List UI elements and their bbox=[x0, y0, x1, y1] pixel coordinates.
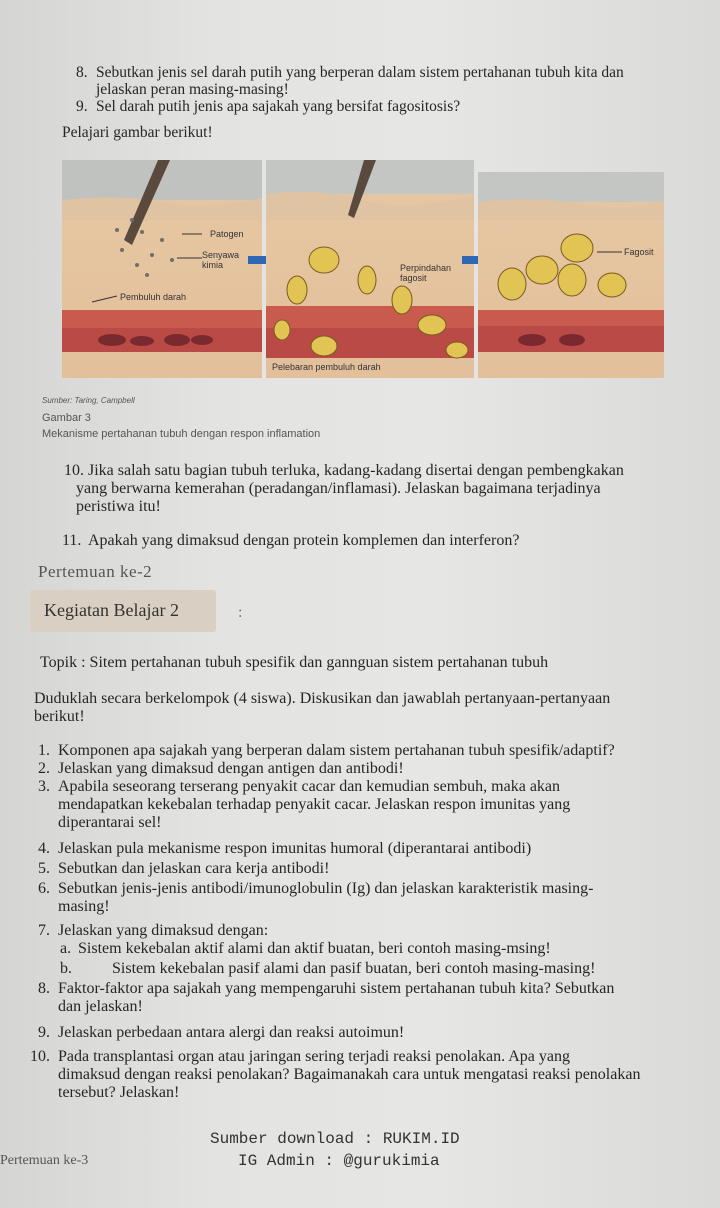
topic-line: Topik : Sitem pertahanan tubuh spesifik dan gannguan sistem pertahanan tubuh bbox=[40, 654, 549, 671]
list-item-text: Pada transplantasi organ atau jaringan sering terjadi reaksi penolakan. Apa yang bbox=[58, 1048, 570, 1065]
question-10-line2: yang berwarna kemerahan (peradangan/inflamasi). Jelaskan bagaimana terjadinya bbox=[76, 480, 601, 497]
figure-caption: Mekanisme pertahanan tubuh dengan respon inflamation bbox=[42, 428, 321, 440]
list-item-number: 2. bbox=[38, 760, 50, 777]
list-item-text: Jelaskan perbedaan antara alergi dan reaksi autoimun! bbox=[58, 1024, 405, 1041]
list-item-text: Faktor-faktor apa sajakah yang mempengaruhi sistem pertahanan tubuh kita? Sebutkan bbox=[58, 980, 615, 997]
question-8-number: 8. bbox=[76, 64, 88, 81]
question-11-text: Apakah yang dimaksud dengan protein komplemen dan interferon? bbox=[88, 532, 520, 549]
footer-source: Sumber download : RUKIM.ID bbox=[210, 1130, 460, 1148]
list-item-text: dan jelaskan! bbox=[58, 998, 143, 1015]
list-item-text: Apabila seseorang terserang penyakit cacar dan kemudian sembuh, maka akan bbox=[58, 778, 561, 795]
list-item-number: 8. bbox=[38, 980, 50, 997]
list-item-text: dimaksud dengan reaksi penolakan? Bagaimanakah cara untuk mengatasi reaksi penolakan bbox=[58, 1066, 641, 1083]
list-item-text: Sebutkan jenis-jenis antibodi/imunoglobulin (Ig) dan jelaskan karakteristik masing- bbox=[58, 880, 594, 897]
figure-source: Sumber: Taring, Campbell bbox=[42, 396, 135, 405]
kegiatan-belajar-box bbox=[30, 590, 216, 632]
footer-ig: IG Admin : @gurukimia bbox=[238, 1152, 440, 1170]
list-item-text: Jelaskan pula mekanisme respon imunitas humoral (diperantarai antibodi) bbox=[58, 840, 532, 857]
inflammation-figure bbox=[62, 160, 664, 378]
list-item-text: diperantarai sel! bbox=[58, 814, 162, 831]
question-10-number: 10. bbox=[64, 462, 84, 479]
list-subitem-letter: a. bbox=[60, 940, 72, 957]
list-item-text: Jelaskan yang dimaksud dengan: bbox=[58, 922, 269, 939]
figure-number: Gambar 3 bbox=[42, 412, 91, 424]
study-prompt: Pelajari gambar berikut! bbox=[62, 124, 213, 141]
list-item-number: 9. bbox=[38, 1024, 50, 1041]
label-fagosit-move: fagosit bbox=[400, 273, 427, 283]
list-item-number: 1. bbox=[38, 742, 50, 759]
list-item-number: 6. bbox=[38, 880, 50, 897]
question-11-number: 11. bbox=[62, 532, 82, 549]
list-item-number: 5. bbox=[38, 860, 50, 877]
list-item-text: Komponen apa sajakah yang berperan dalam sistem pertahanan tubuh spesifik/adaptif? bbox=[58, 742, 615, 759]
label-perpindahan: Perpindahan bbox=[400, 263, 452, 273]
panel-3 bbox=[478, 172, 664, 378]
list-item-number: 10. bbox=[30, 1048, 50, 1065]
list-item-text: tersebut? Jelaskan! bbox=[58, 1084, 180, 1101]
list-item-text: mendapatkan kekebalan terhadap penyakit cacar. Jelaskan respon imunitas yang bbox=[58, 796, 571, 813]
intro-line-2: berikut! bbox=[34, 708, 85, 725]
list-subitem-letter: b. bbox=[60, 960, 72, 977]
panel-1 bbox=[62, 160, 262, 378]
intro-line-1: Duduklah secara berkelompok (4 siswa). Diskusikan dan jawablah pertanyaan-pertanyaan bbox=[34, 690, 611, 707]
label-senyawa: Senyawa bbox=[202, 250, 240, 260]
stray-colon: : bbox=[238, 604, 243, 621]
list-item-number: 4. bbox=[38, 840, 50, 857]
question-10-line3: peristiwa itu! bbox=[76, 498, 161, 515]
kegiatan-belajar-title: Kegiatan Belajar 2 bbox=[44, 600, 179, 620]
list-item-text: Jelaskan yang dimaksud dengan antigen dan antibodi! bbox=[58, 760, 404, 777]
question-8-text-cont: jelaskan peran masing-masing! bbox=[96, 81, 289, 98]
list-subitem-text: Sistem kekebalan aktif alami dan aktif buatan, beri contoh masing-msing! bbox=[78, 940, 551, 957]
question-9-text: Sel darah putih jenis apa sajakah yang bersifat fagositosis? bbox=[96, 98, 461, 115]
label-patogen: Patogen bbox=[210, 229, 244, 239]
list-subitem-text: Sistem kekebalan pasif alami dan pasif buatan, beri contoh masing-masing! bbox=[112, 960, 596, 977]
label-pelebaran: Pelebaran pembuluh darah bbox=[272, 362, 381, 372]
label-kimia: kimia bbox=[202, 260, 224, 270]
list-item-number: 7. bbox=[38, 922, 50, 939]
meeting-2-heading: Pertemuan ke-2 bbox=[38, 562, 153, 581]
list-item-text: masing! bbox=[58, 898, 110, 915]
question-10-line1: Jika salah satu bagian tubuh terluka, kadang-kadang disertai dengan pembengkakan bbox=[88, 462, 624, 479]
list-item-number: 3. bbox=[38, 778, 50, 795]
label-fagosit: Fagosit bbox=[624, 247, 654, 257]
meeting-3-heading: Pertemuan ke-3 bbox=[0, 1153, 89, 1168]
question-8-text: Sebutkan jenis sel darah putih yang berperan dalam sistem pertahanan tubuh kita dan bbox=[96, 64, 624, 81]
question-9-number: 9. bbox=[76, 98, 88, 115]
label-pembuluh: Pembuluh darah bbox=[120, 292, 187, 302]
list-item-text: Sebutkan dan jelaskan cara kerja antibodi! bbox=[58, 860, 330, 877]
